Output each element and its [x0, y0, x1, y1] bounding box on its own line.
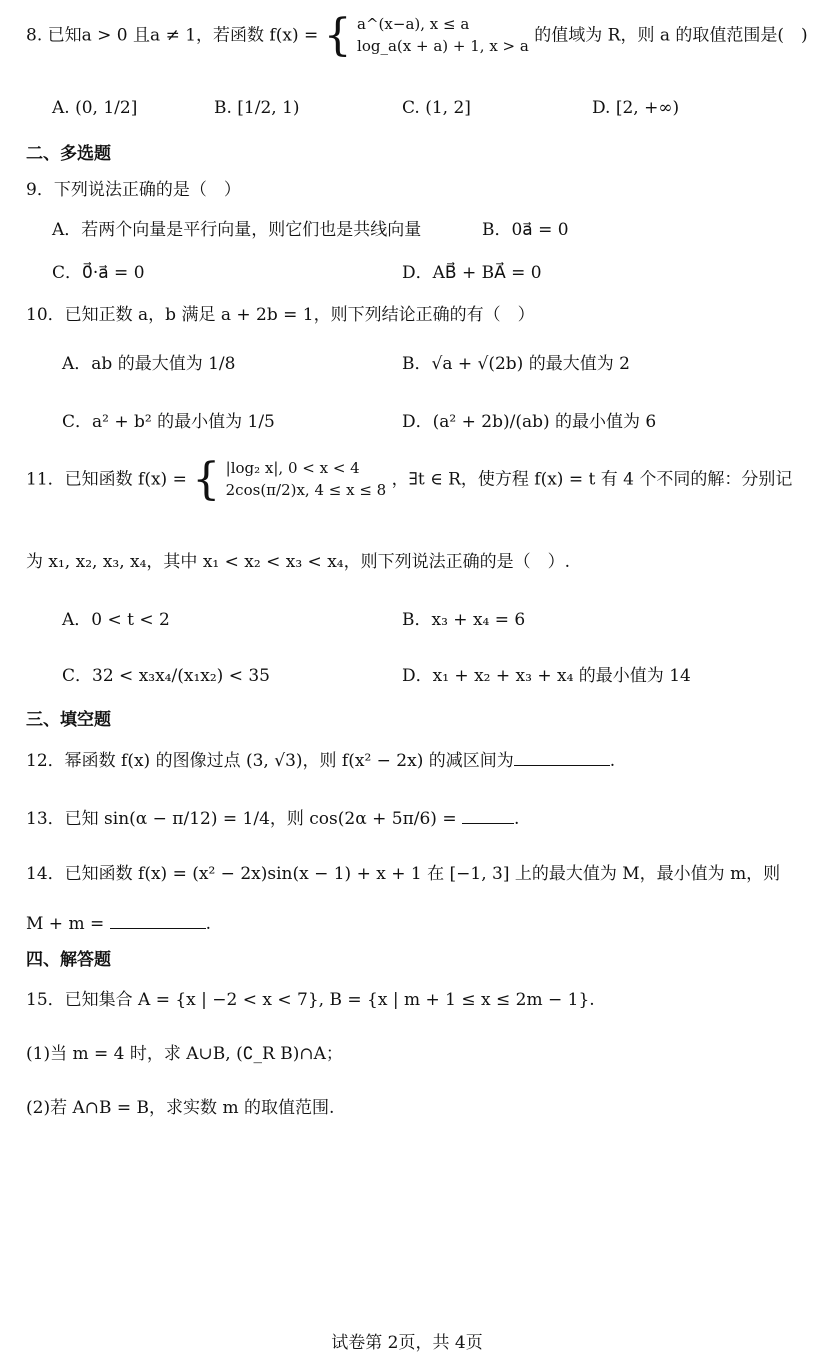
- question-9: 9．下列说法正确的是（ ）: [26, 180, 241, 200]
- q8-brace: {: [323, 10, 352, 61]
- q9-option-b: B．0a⃗ = 0: [482, 220, 569, 240]
- question-13: 13．已知 sin(α − π/12) = 1/4，则 cos(2α + 5π/6) = .: [26, 809, 520, 829]
- q12-text: 12．幂函数 f(x) 的图像过点 (3, √3)，则 f(x² − 2x) 的减区间为: [26, 751, 514, 771]
- q15-part-1: (1)当 m = 4 时，求 A∪B, (∁_R B)∩A；: [26, 1044, 343, 1064]
- question-10: 10．已知正数 a，b 满足 a + 2b = 1，则下列结论正确的有（ ）: [26, 305, 535, 325]
- question-14: 14．已知函数 f(x) = (x² − 2x)sin(x − 1) + x + 1 在 [−1, 3] 上的最大值为 M，最小值为 m，则: [26, 864, 781, 884]
- q9-option-a: A．若两个向量是平行向量，则它们也是共线向量: [52, 220, 422, 240]
- q9-option-d: D．AB⃗ + BA⃗ = 0: [402, 263, 542, 283]
- q8-stem-pre: 8. 已知a > 0 且a ≠ 1，若函数 f(x) =: [26, 25, 319, 46]
- page-footer: 试卷第 2页，共 4页: [331, 1333, 483, 1353]
- q10-option-b: B．√a + √(2b) 的最大值为 2: [402, 354, 630, 374]
- question-8: [26, 10, 808, 61]
- q11-option-c: C．32 < x₃x₄/(x₁x₂) < 35: [62, 666, 270, 686]
- q11-option-b: B．x₃ + x₄ = 6: [402, 610, 526, 630]
- q11-option-a: A．0 < t < 2: [62, 610, 170, 630]
- q8-case-2: log_a(x + a) + 1, x > a: [357, 37, 529, 55]
- q9-option-c: C．0⃗·a⃗ = 0: [52, 263, 145, 283]
- q12-answer-blank: [514, 764, 610, 766]
- q14-line2: M + m =: [26, 914, 105, 934]
- q8-piecewise: [357, 14, 529, 58]
- q14-continued: M + m = .: [26, 914, 212, 934]
- q14-answer-blank: [110, 927, 206, 929]
- q11-case-1: |log₂ x|, 0 < x < 4: [225, 459, 360, 478]
- q11-piecewise: [226, 458, 387, 502]
- q11-stem-pre: 11．已知函数 f(x) =: [26, 469, 187, 490]
- q11-brace: {: [192, 454, 221, 505]
- q8-option-d: D. [2, +∞): [592, 98, 680, 118]
- section-heading-answer: 四、解答题: [26, 950, 111, 970]
- section-heading-fill-in: 三、填空题: [26, 710, 111, 730]
- q10-option-c: C．a² + b² 的最小值为 1/5: [62, 412, 275, 432]
- q8-case-1: a^(x−a), x ≤ a: [357, 15, 470, 34]
- q11-stem-continued: 为 x₁, x₂, x₃, x₄，其中 x₁ < x₂ < x₃ < x₄，则下列说法正确的是（ ）.: [26, 552, 571, 572]
- q8-option-c: C. (1, 2]: [402, 98, 471, 118]
- q10-option-a: A．ab 的最大值为 1/8: [62, 354, 236, 374]
- q15-part-2: (2)若 A∩B = B，求实数 m 的取值范围.: [26, 1098, 335, 1118]
- q13-text: 13．已知 sin(α − π/12) = 1/4，则 cos(2α + 5π/6) =: [26, 809, 457, 829]
- q11-case-2: 2cos(π/2)x, 4 ≤ x ≤ 8: [225, 481, 387, 499]
- q8-option-a: A. (0, 1/2]: [52, 98, 138, 118]
- q8-option-b: B. [1/2, 1): [214, 98, 300, 118]
- q11-option-d: D．x₁ + x₂ + x₃ + x₄ 的最小值为 14: [402, 666, 691, 686]
- q13-answer-blank: [462, 822, 514, 824]
- q10-option-d: D．(a² + 2b)/(ab) 的最小值为 6: [402, 412, 657, 432]
- question-11: [26, 454, 793, 505]
- q8-stem-post: 的值域为 R，则 a 的取值范围是( ): [534, 25, 808, 46]
- section-heading-multiple-choice: 二、多选题: [26, 144, 111, 164]
- q11-stem-post: ，∃t ∈ R，使方程 f(x) = t 有 4 个不同的解：分别记: [391, 469, 793, 490]
- question-12: 12．幂函数 f(x) 的图像过点 (3, √3)，则 f(x² − 2x) 的减区间为 .: [26, 751, 616, 771]
- question-15: 15．已知集合 A = {x | −2 < x < 7}, B = {x | m + 1 ≤ x ≤ 2m − 1}.: [26, 990, 595, 1010]
